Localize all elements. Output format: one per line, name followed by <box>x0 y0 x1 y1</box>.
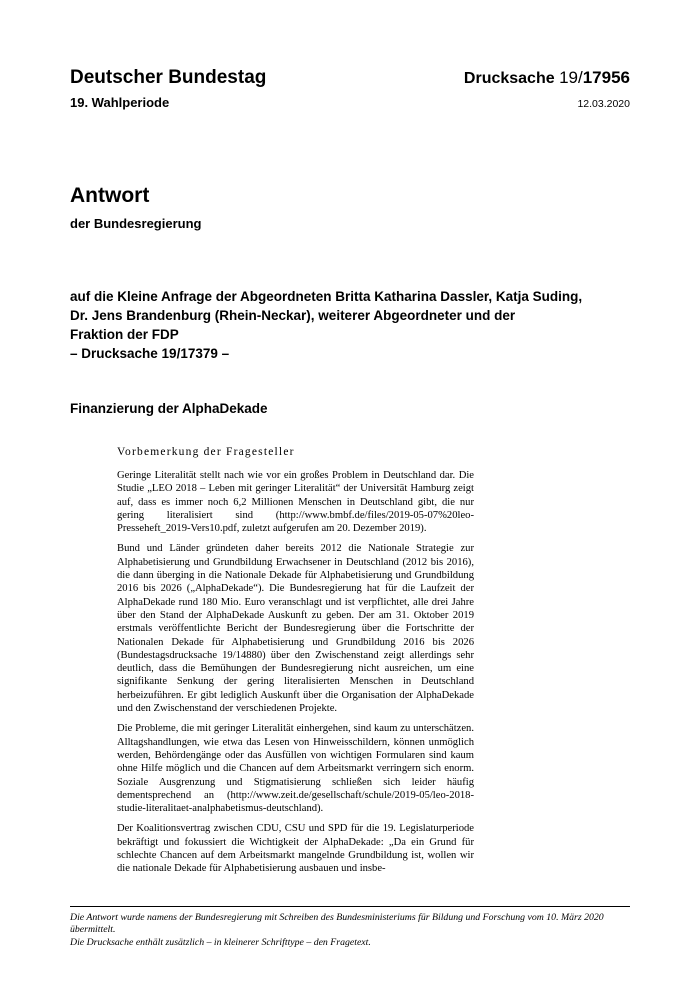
preliminary-heading: Vorbemerkung der Fragesteller <box>117 446 295 458</box>
document-number <box>464 68 630 88</box>
footer-line: Die Antwort wurde namens der Bundesregierung mit Schreiben des Bundesministeriums für Bildung und Forschung vom 10. März 2020 übermittelt. <box>70 912 604 935</box>
answer-subtitle: der Bundesregierung <box>70 216 202 231</box>
document-date: 12.03.2020 <box>577 98 630 110</box>
inquiry-line: auf die Kleine Anfrage der Abgeordneten Britta Katharina Dassler, Katja Suding, <box>70 289 583 304</box>
footer-notes <box>70 912 635 950</box>
body-paragraph: Bund und Länder gründeten daher bereits 2012 die Nationale Strategie zur Alphabetisierung und Grundbildung Erwachsener in Deutschland (2012 bis 2016), die dann überging in die Nationale Dekade für Alphabetisierung und Grundbildung 2016 bis 2026 („AlphaDekade“). Die Bundesregierung hat für die Laufzeit der AlphaDekade rund 180 Mio. Euro veranschlagt und ist verpflichtet, alle drei Jahre über den Stand der AlphaDekade Auskunft zu geben. Der am 31. Oktober 2019 erstmals veröffentlichte Bericht der Bundesregierung über die Fortschritte der Nationalen Dekade für Alphabetisierung und Grundbildung 2016 bis 2026 (Bundestagsdrucksache 19/14880) über den Zwischenstand zeigt allerdings sehr deutlich, dass die Bemühungen der Bundesregierung nicht ausreichen, um eine signifikante Senkung der gering literalisierten Menschen in Deutschland herbeizuführen. Er gibt lediglich Auskunft über die Organisation der AlphaDekade und den Zwischenstand der verschiedenen Projekte. <box>117 543 474 715</box>
inquiry-reference <box>70 287 650 363</box>
preliminary-body <box>117 469 474 883</box>
body-paragraph: Geringe Literalität stellt nach wie vor ein großes Problem in Deutschland dar. Die Studie „LEO 2018 – Leben mit geringer Literalität“ der Universität Hamburg zeigt auf, dass es immer noch 6,2 Millionen Menschen in Deutschland gibt, die nur gering literalisiert sind (http://www.bmbf.de/files/2019-05-07%20leo-Presseheft_2019-Vers10.pdf, zuletzt aufgerufen am 20. Dezember 2019). <box>117 470 474 535</box>
body-paragraph: Der Koalitionsvertrag zwischen CDU, CSU und SPD für die 19. Legislaturperiode bekräftigt und fokussiert die Wichtigkeit der AlphaDekade: „Da ein Grund für schlechte Chancen auf dem Arbeitsmarkt mangelnde Grundbildung ist, wollen wir die nationale Dekade für Alphabetisierung ausbauen und insbe- <box>117 823 474 875</box>
answer-title: Antwort <box>70 184 150 207</box>
body-paragraph: Die Probleme, die mit geringer Literalität einhergehen, sind kaum zu unterschätzen. Alltagshandlungen, wie etwa das Lesen von Hinweisschildern, können unmöglich werden, Behördengänge oder das Ausfüllen von wichtigen Formularen sind kaum ohne Hilfe möglich und die Chancen auf dem Arbeitsmarkt verringern sich enorm. Soziale Ausgrenzung und Stigmatisierung schließen sich leider häufig dementsprechend an (http://www.zeit.de/gesellschaft/schule/2019-05/leo-2018-studie-literalitaet-analphabetismus-deutschland). <box>117 723 474 815</box>
footer-divider <box>70 906 630 907</box>
parliament-name: Deutscher Bundestag <box>70 67 267 88</box>
document-number-prefix: 19/ <box>559 68 583 87</box>
inquiry-line: Dr. Jens Brandenburg (Rhein-Neckar), weiterer Abgeordneter und der <box>70 308 516 323</box>
election-period: 19. Wahlperiode <box>70 95 170 110</box>
topic-title: Finanzierung der AlphaDekade <box>70 401 268 416</box>
inquiry-line: – Drucksache 19/17379 – <box>70 346 230 361</box>
footer-line: Die Drucksache enthält zusätzlich – in kleinerer Schrifttype – den Fragetext. <box>70 937 371 948</box>
document-number-value: 17956 <box>582 68 630 87</box>
inquiry-line: Fraktion der FDP <box>70 327 179 342</box>
document-label: Drucksache <box>463 70 555 87</box>
